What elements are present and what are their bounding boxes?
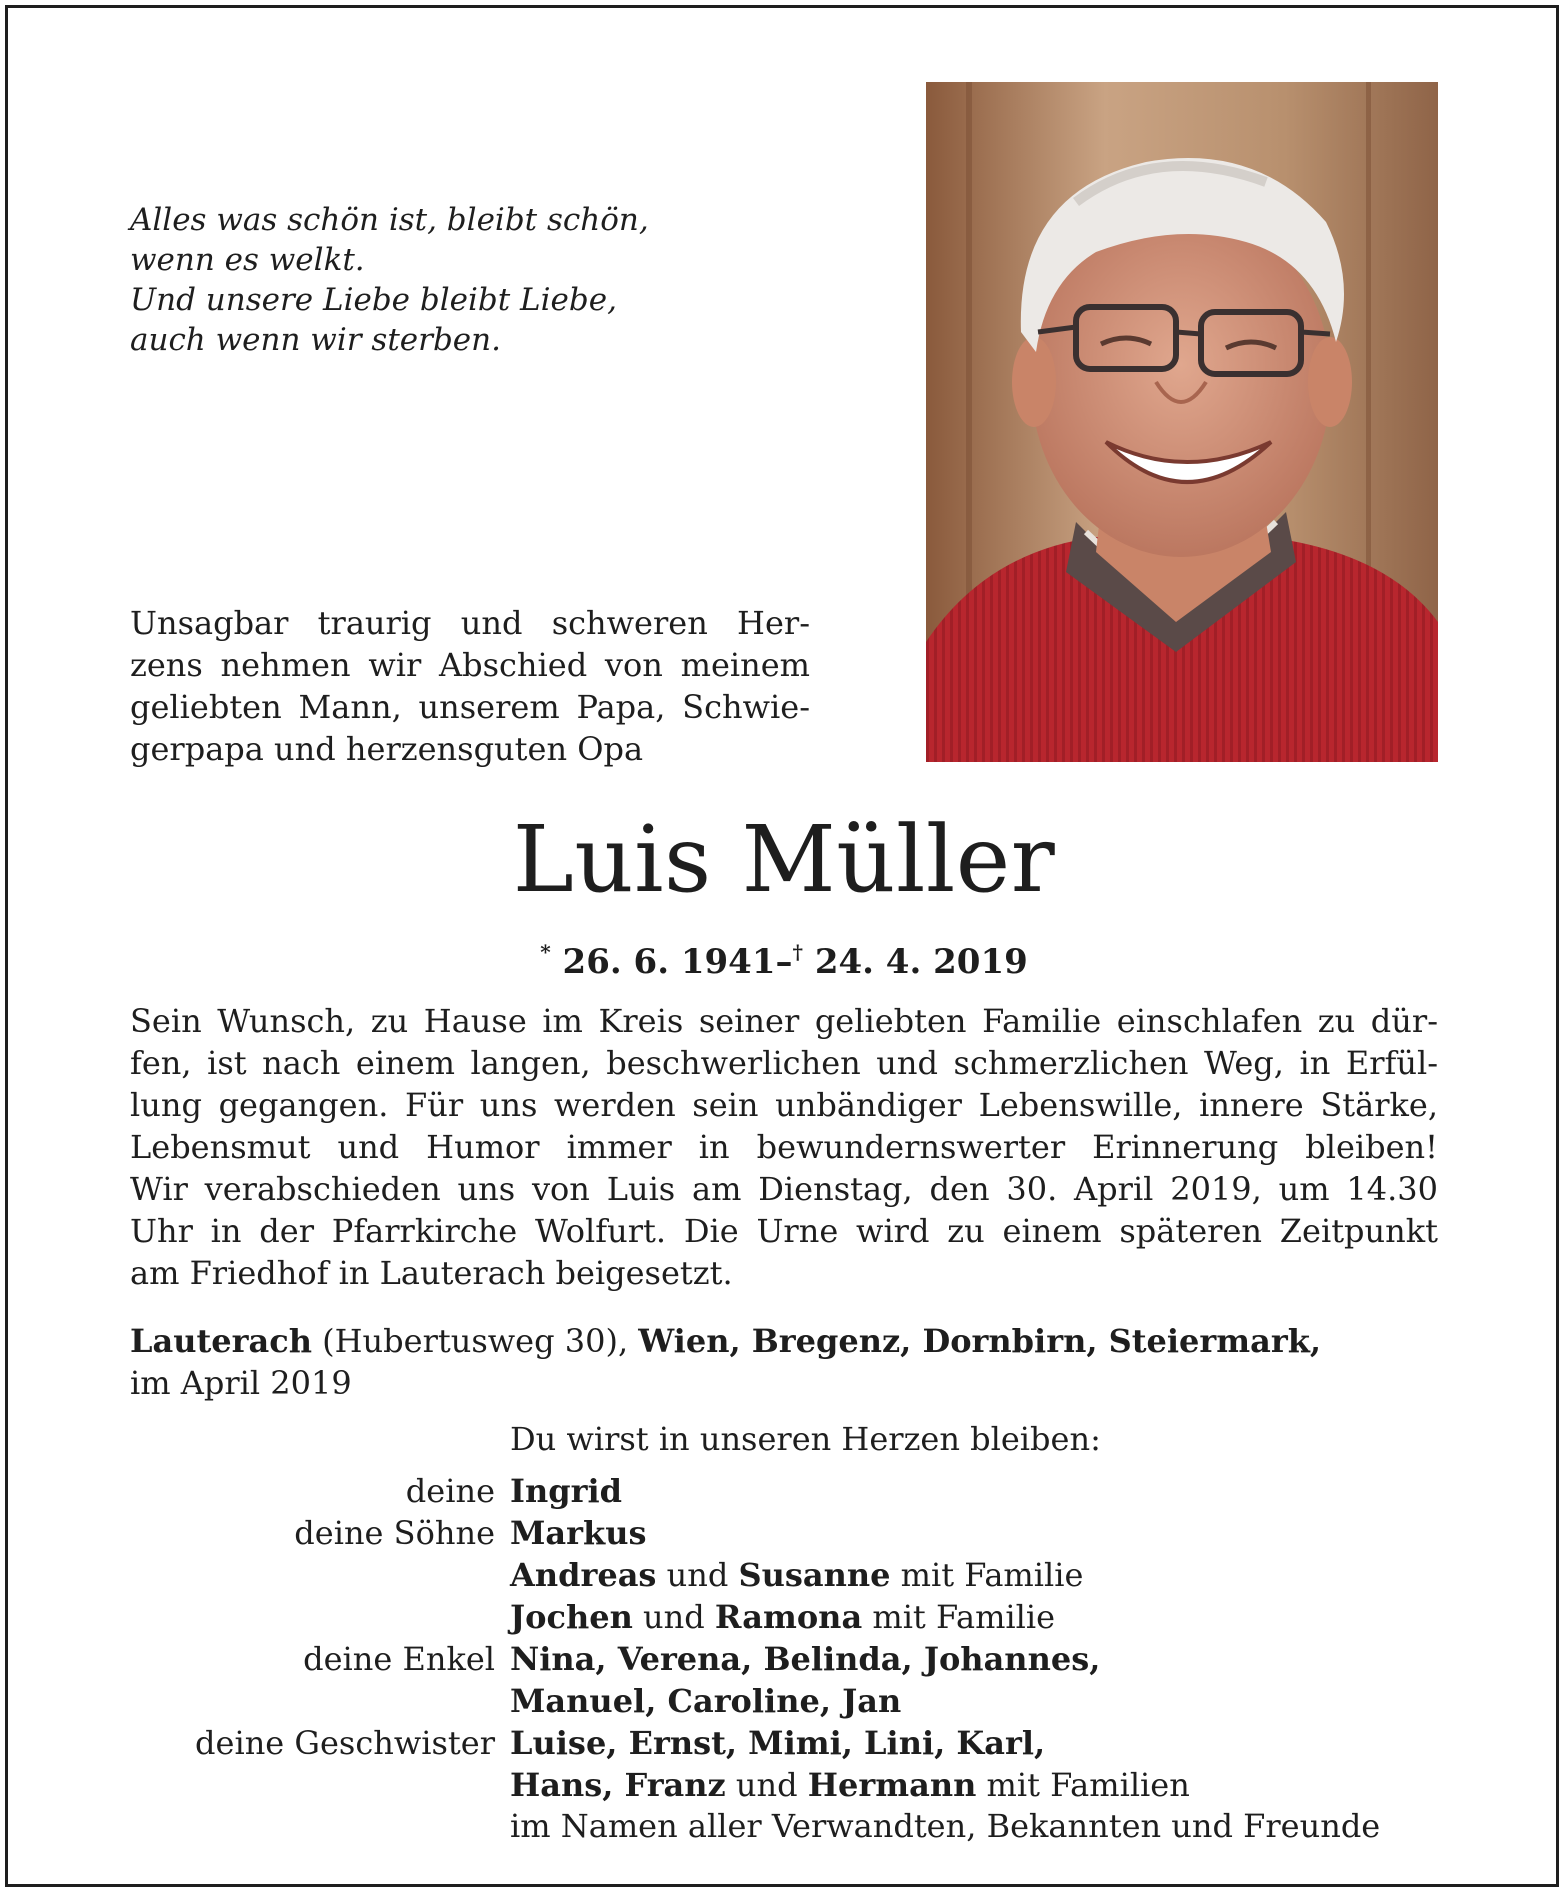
body-line: Sein Wunsch, zu Hause im Kreis seiner geliebten Familie einschlafen zu dür- — [130, 1002, 1438, 1040]
family-name: Hermann — [807, 1766, 977, 1804]
family-row — [130, 1764, 1450, 1806]
family-name: Ingrid — [510, 1472, 622, 1510]
place-town: Lauterach — [130, 1322, 312, 1360]
family-suffix: mit Familien — [986, 1766, 1190, 1804]
intro-paragraph — [130, 602, 810, 770]
family-row — [130, 1596, 1450, 1638]
body-line: Uhr in der Pfarrkirche Wolfurt. Die Urne wird zu einem späteren Zeitpunkt — [130, 1212, 1438, 1250]
family-intro: Du wirst in unseren Herzen bleiben: — [510, 1420, 1101, 1458]
memorial-quote — [130, 200, 690, 360]
place-others: Wien, Bregenz, Dornbirn, Steiermark, — [638, 1322, 1321, 1360]
intro-line: geliebten Mann, unserem Papa, Schwie- — [130, 688, 810, 726]
quote-line: wenn es welkt. — [130, 242, 365, 278]
family-row — [130, 1638, 1450, 1680]
family-name: Susanne — [738, 1556, 891, 1594]
family-list — [130, 1470, 1450, 1806]
family-label: deine — [405, 1472, 495, 1510]
intro-line: gerpapa und herzensguten Opa — [130, 730, 644, 768]
family-label: deine Enkel — [303, 1640, 495, 1678]
conjunction: und — [666, 1556, 729, 1594]
family-suffix: mit Familie — [900, 1556, 1084, 1594]
quote-line: auch wenn wir sterben. — [130, 322, 501, 358]
family-name: Luise, Ernst, Mimi, Lini, Karl, — [510, 1724, 1046, 1762]
quote-line: Alles was schön ist, bleibt schön, — [130, 202, 649, 238]
family-row — [130, 1470, 1450, 1512]
body-line: lung gegangen. Für uns werden sein unbändiger Lebenswille, innere Stärke, — [130, 1086, 1438, 1124]
body-line: Wir verabschieden uns von Luis am Dienstag, den 30. April 2019, um 14.30 — [130, 1170, 1438, 1208]
birth-date: 26. 6. 1941 — [562, 942, 776, 982]
family-row — [130, 1722, 1450, 1764]
family-label: deine Geschwister — [195, 1724, 495, 1762]
portrait-photo — [926, 82, 1438, 762]
family-suffix: mit Familie — [872, 1598, 1056, 1636]
family-row — [130, 1554, 1450, 1596]
family-row — [130, 1680, 1450, 1722]
intro-line: zens nehmen wir Abschied von meinem — [130, 646, 810, 684]
place-date-line: im April 2019 — [130, 1364, 352, 1402]
family-name: Jochen — [510, 1598, 633, 1636]
body-paragraph — [130, 1000, 1438, 1294]
family-row — [130, 1512, 1450, 1554]
body-line: fen, ist nach einem langen, beschwerlichen und schmerzlichen Weg, in Erfül- — [130, 1044, 1438, 1082]
family-name: Manuel, Caroline, Jan — [510, 1682, 902, 1720]
family-name: Ramona — [714, 1598, 863, 1636]
family-name: Andreas — [510, 1556, 657, 1594]
family-label: deine Söhne — [294, 1514, 495, 1552]
family-footer: im Namen aller Verwandten, Bekannten und Freunde — [510, 1807, 1381, 1845]
death-symbol: † — [792, 940, 803, 964]
date-separator: – — [775, 942, 793, 982]
family-name: Hans, Franz — [510, 1766, 726, 1804]
deceased-name: Luis Müller — [512, 806, 1056, 913]
body-line: Lebensmut und Humor immer in bewundernswerter Erinnerung bleiben! — [130, 1128, 1438, 1166]
quote-line: Und unsere Liebe bleibt Liebe, — [130, 282, 617, 318]
birth-symbol: * — [540, 940, 551, 964]
life-dates — [0, 930, 1568, 984]
body-line: am Friedhof in Lauterach beigesetzt. — [130, 1254, 733, 1292]
place-and-date — [130, 1320, 1430, 1404]
death-date: 24. 4. 2019 — [814, 942, 1028, 982]
conjunction: und — [735, 1766, 798, 1804]
family-name: Markus — [510, 1514, 647, 1552]
place-address: (Hubertusweg 30), — [322, 1322, 629, 1360]
conjunction: und — [643, 1598, 705, 1636]
intro-line: Unsagbar traurig und schweren Her- — [130, 604, 810, 642]
family-name: Nina, Verena, Belinda, Johannes, — [510, 1640, 1101, 1678]
